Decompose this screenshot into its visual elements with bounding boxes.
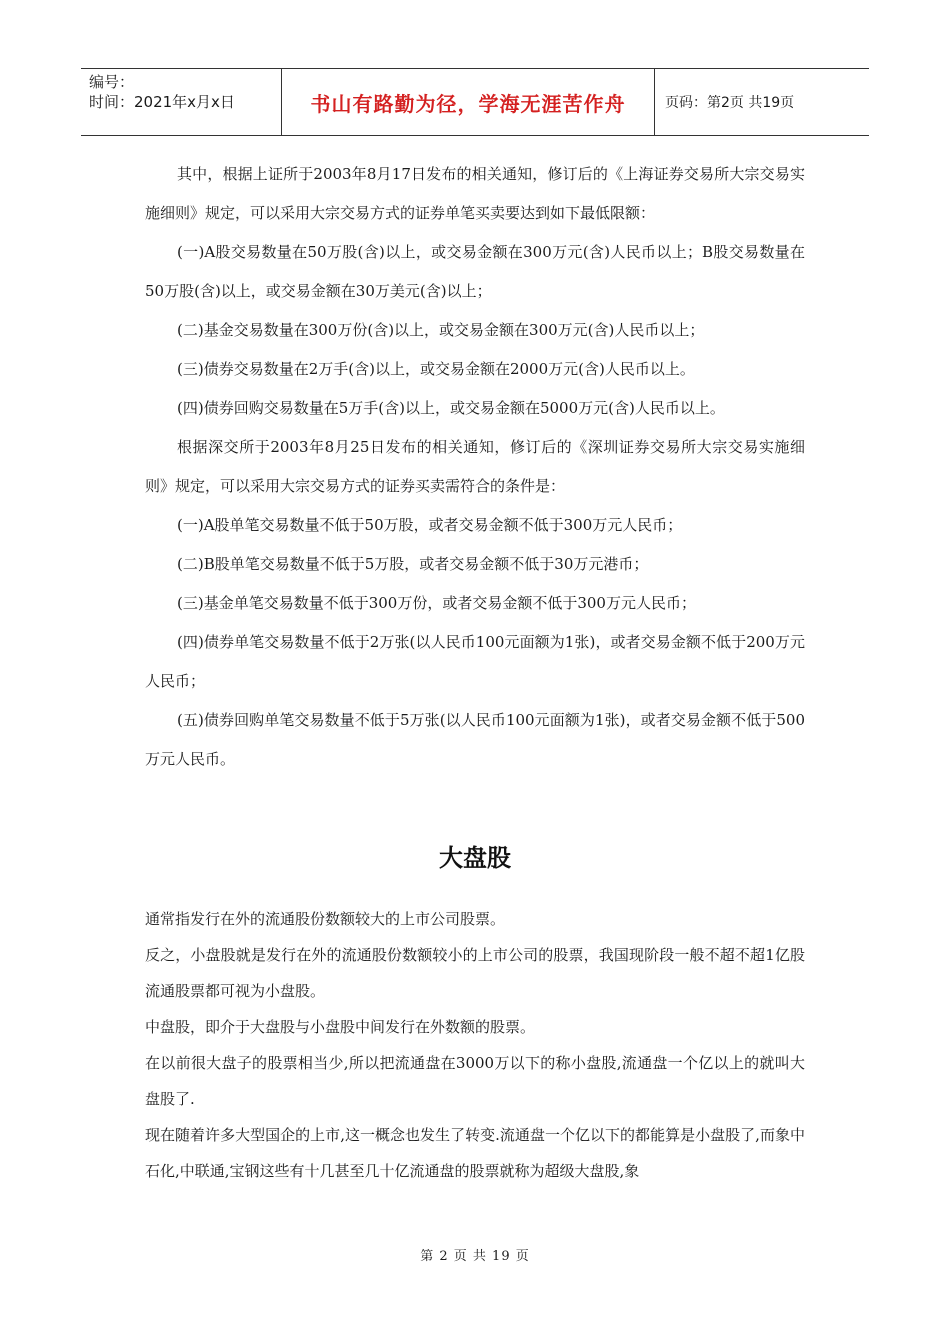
paragraph: (一)A股交易数量在50万股(含)以上，或交易金额在300万元(含)人民币以上；B股交易数量在50万股(含)以上，或交易金额在30万美元(含)以上； bbox=[145, 243, 805, 300]
paragraph: (二)基金交易数量在300万份(含)以上，或交易金额在300万元(含)人民币以上； bbox=[177, 321, 705, 339]
header-meta bbox=[81, 69, 282, 135]
paragraph: 反之，小盘股就是发行在外的流通股份数额较小的上市公司的股票，我国现阶段一般不超不超1亿股流通股票都可视为小盘股。 bbox=[145, 946, 805, 1000]
paragraph: 其中，根据上证所于2003年8月17日发布的相关通知，修订后的《上海证券交易所大宗交易实施细则》规定，可以采用大宗交易方式的证券单笔买卖要达到如下最低限额： bbox=[145, 165, 805, 222]
paragraph: 通常指发行在外的流通股份数额较大的上市公司股票。 bbox=[145, 910, 506, 928]
section-title: 大盘股 bbox=[439, 844, 511, 872]
paragraph: (四)债券单笔交易数量不低于2万张(以人民币100元面额为1张)，或者交易金额不低于200万元人民币； bbox=[145, 633, 805, 690]
header-page-info: 页码：第2页 共19页 bbox=[665, 95, 795, 111]
paragraph: 中盘股，即介于大盘股与小盘股中间发行在外数额的股票。 bbox=[145, 1018, 536, 1036]
page-header bbox=[81, 68, 869, 136]
header-motto: 书山有路勤为径，学海无涯苦作舟 bbox=[282, 69, 655, 135]
paragraph: 根据深交所于2003年8月25日发布的相关通知，修订后的《深圳证券交易所大宗交易实施细则》规定，可以采用大宗交易方式的证券买卖需符合的条件是： bbox=[145, 438, 805, 495]
paragraph: (一)A股单笔交易数量不低于50万股，或者交易金额不低于300万元人民币； bbox=[177, 516, 683, 534]
paragraph: (四)债券回购交易数量在5万手(含)以上，或交易金额在5000万元(含)人民币以上。 bbox=[177, 399, 725, 417]
document-number: 编号： bbox=[89, 73, 135, 91]
large-cap-section bbox=[145, 901, 805, 1189]
paragraph: (三)基金单笔交易数量不低于300万份，或者交易金额不低于300万元人民币； bbox=[177, 594, 696, 612]
paragraph: 在以前很大盘子的股票相当少,所以把流通盘在3000万以下的称小盘股,流通盘一个亿以上的就叫大盘股了. bbox=[145, 1054, 805, 1108]
page-footer: 第 2 页 共 19 页 bbox=[420, 1249, 530, 1264]
paragraph: (二)B股单笔交易数量不低于5万股，或者交易金额不低于30万元港币； bbox=[177, 555, 649, 573]
trading-rules-section bbox=[145, 155, 805, 779]
paragraph: 现在随着许多大型国企的上市,这一概念也发生了转变.流通盘一个亿以下的都能算是小盘股了,而象中石化,中联通,宝钢这些有十几甚至几十亿流通盘的股票就称为超级大盘股,象 bbox=[145, 1126, 805, 1180]
paragraph: (五)债券回购单笔交易数量不低于5万张(以人民币100元面额为1张)，或者交易金额不低于500万元人民币。 bbox=[145, 711, 805, 768]
paragraph: (三)债券交易数量在2万手(含)以上，或交易金额在2000万元(含)人民币以上。 bbox=[177, 360, 695, 378]
document-date: 时间：2021年x月x日 bbox=[89, 93, 235, 111]
